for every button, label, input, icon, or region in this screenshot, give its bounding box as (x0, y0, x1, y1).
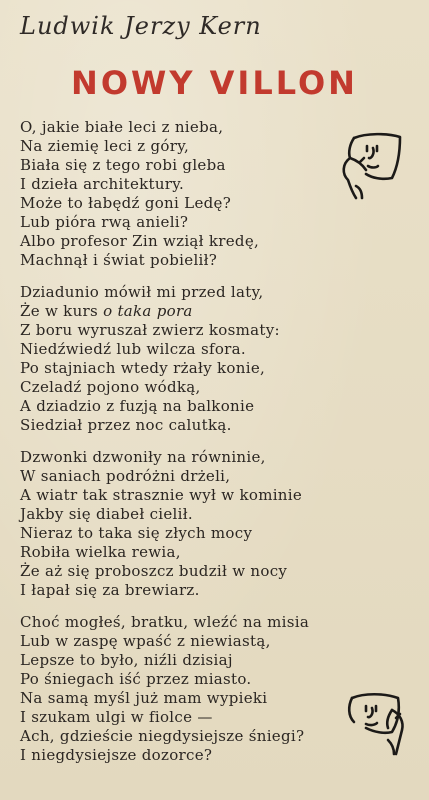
poem-line: A dziadzio z fuzją na balkonie (20, 397, 255, 415)
poem-line: Niedźwiedź lub wilcza sfora. (20, 340, 246, 358)
poem-line: Na samą myśl już mam wypieki (20, 689, 268, 707)
poem-line: Ach, gdzieście niegdysiejsze śniegi? (20, 727, 305, 745)
poem-line-mixed (20, 302, 350, 321)
poem-line: Lub w zaspę wpaść z niewiastą, (20, 632, 271, 650)
poem-line: A wiatr tak strasznie wył w kominie (20, 486, 303, 504)
poem-line: Choć mogłeś, bratku, wleźć na misia (20, 613, 310, 631)
poem-line: Może to łabędź goni Ledę? (20, 194, 232, 212)
poem-line: I szukam ulgi w fiolce — (20, 708, 213, 726)
poem-line: Nieraz to taka się złych mocy (20, 524, 253, 542)
poem-line: I łapał się za brewiarz. (20, 581, 200, 599)
line-italic-text: o taka pora (103, 302, 193, 320)
poem-line: Po stajniach wtedy rżały konie, (20, 359, 266, 377)
stanza-2 (20, 283, 350, 435)
poem-line: Po śniegach iść przez miasto. (20, 670, 252, 688)
stanza-3 (20, 448, 350, 600)
thinking-face-doodle-icon (338, 130, 404, 202)
stanza-4 (20, 613, 350, 765)
poem-line: Dziadunio mówił mi przed laty, (20, 283, 264, 301)
poem-line: Lepsze to było, niźli dzisiaj (20, 651, 233, 669)
stanza-1 (20, 118, 350, 270)
poem-line: I niegdysiejsze dozorce? (20, 746, 213, 764)
poem-line: Biała się z tego robi gleba (20, 156, 226, 174)
poem-line: Z boru wyruszał zwierz kosmaty: (20, 321, 280, 339)
author-name: Ludwik Jerzy Kern (20, 12, 262, 40)
poem-line: Albo profesor Zin wziął kredę, (20, 232, 260, 250)
poem-line: Dzwonki dzwoniły na równinie, (20, 448, 266, 466)
poem-line: Na ziemię leci z góry, (20, 137, 190, 155)
poem-line: Machnął i świat pobielił? (20, 251, 218, 269)
poem-line: Że aż się proboszcz budził w nocy (20, 562, 288, 580)
line-text: Że w kurs (20, 302, 104, 320)
poem-title: NOWY VILLON (71, 64, 358, 102)
poem-line: Lub pióra rwą anieli? (20, 213, 189, 231)
pondering-face-doodle-icon (344, 688, 410, 760)
poem-line: Czeladź pojono wódką, (20, 378, 201, 396)
poem-line: Siedział przez noc calutką. (20, 416, 232, 434)
poem-line: O, jakie białe leci z nieba, (20, 118, 224, 136)
poem-line: W saniach podróżni drżeli, (20, 467, 231, 485)
poem-line: I dzieła architektury. (20, 175, 185, 193)
poem-line: Robiła wielka rewia, (20, 543, 181, 561)
poem-body (20, 118, 350, 778)
poem-line: Jakby się diabeł cielił. (20, 505, 193, 523)
